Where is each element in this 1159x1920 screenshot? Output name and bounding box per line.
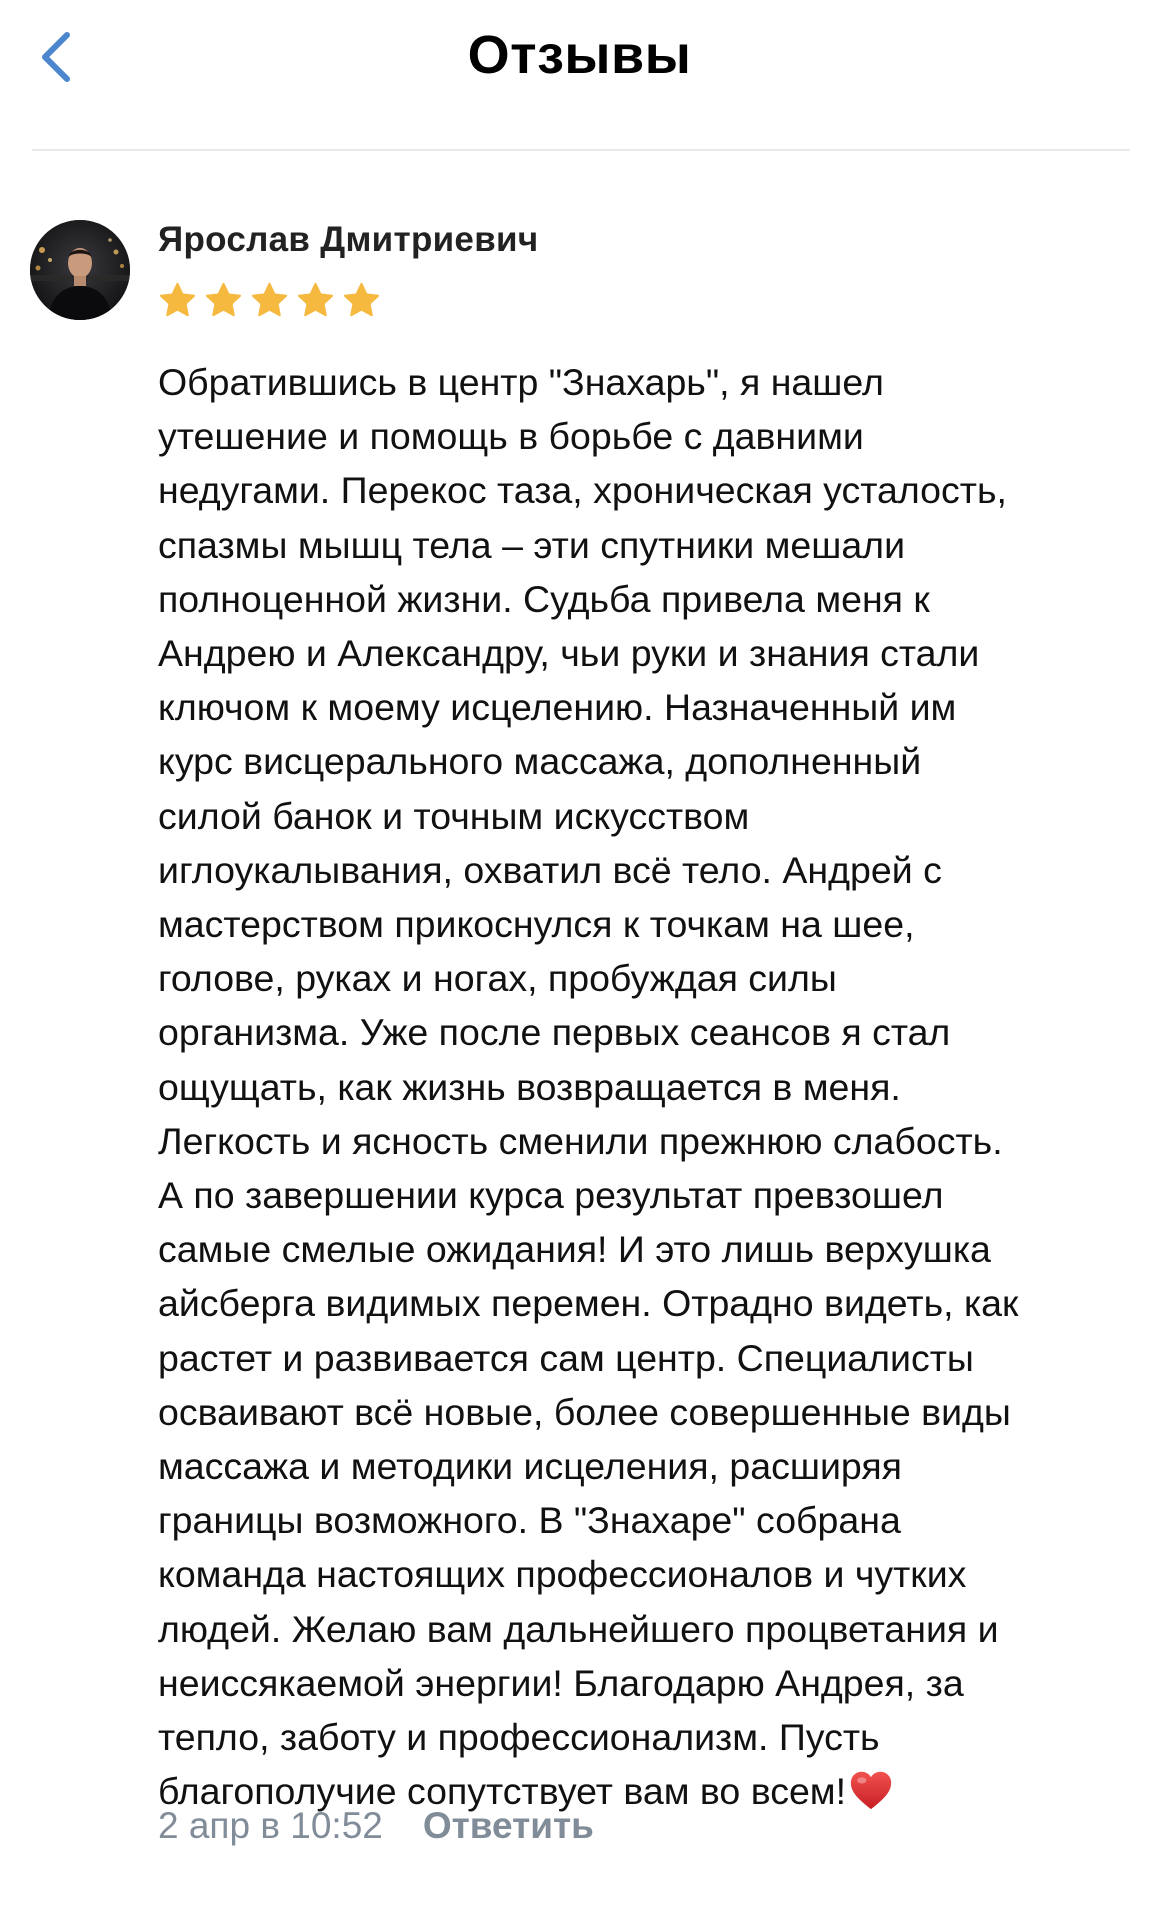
review-text-line: айсберга видимых перемен. Отрадно видеть, как (158, 1282, 1019, 1325)
review-text-line: Легкость и ясность сменили прежнюю слабость. (158, 1119, 1003, 1162)
review-text-line: силой банок и точным искусством (158, 794, 750, 837)
page-title: Отзывы (467, 25, 692, 85)
review-text-line: утешение и помощь в борьбе с давними (158, 415, 864, 458)
review-text-line: Обратившись в центр "Знахарь", я нашел (158, 361, 884, 403)
review-date: 2 апр в 10:52 (158, 1805, 383, 1846)
review-text-line: курс висцерального массажа, дополненный (158, 740, 922, 783)
review-text-line: голове, руках и ногах, пробуждая силы (158, 957, 837, 1000)
star-icon (157, 280, 198, 321)
review-text-line: спазмы мышц тела – эти спутники мешали (158, 523, 906, 566)
reply-button[interactable]: Ответить (422, 1805, 594, 1846)
author-name[interactable]: Ярослав Дмитриевич (158, 220, 539, 259)
review-text-line: Андрею и Александру, чьи руки и знания стали (158, 632, 980, 675)
star-icon (249, 280, 290, 321)
header-divider (32, 149, 1130, 151)
avatar[interactable] (30, 220, 130, 320)
review-text-line: тепло, заботу и профессионализм. Пусть (158, 1716, 880, 1759)
rating-stars (157, 280, 382, 324)
review-text-line: неиссякаемой энергии! Благодарю Андрея, за (158, 1661, 964, 1704)
review-text-line: команда настоящих профессионалов и чутких (158, 1553, 967, 1596)
review-text-line: массажа и методики исцеления, расширяя (158, 1445, 902, 1488)
review-text-line: осваивают всё новые, более совершенные виды (158, 1390, 1011, 1433)
heart-icon (848, 1768, 894, 1812)
review-text-line: полноценной жизни. Судьба привела меня к (158, 577, 930, 620)
review-text-line: организма. Уже после первых сеансов я стал (158, 1011, 951, 1054)
review-footer (158, 1805, 594, 1847)
review-text-line: границы возможного. В "Знахаре" собрана (158, 1499, 901, 1542)
star-icon (341, 280, 382, 321)
review-text-line: недугами. Перекос таза, хроническая усталость, (158, 469, 1007, 512)
star-icon (203, 280, 244, 321)
top-bar (0, 0, 1159, 150)
review-text-line: самые смелые ожидания! И это лишь верхушка (158, 1228, 991, 1271)
review-text-line: людей. Желаю вам дальнейшего процветания и (158, 1607, 999, 1650)
review-text-line: ощущать, как жизнь возвращается в меня. (158, 1065, 901, 1108)
review-text-line: иглоукалывания, охватил всё тело. Андрей с (158, 848, 942, 891)
review-text-line-content: благополучие сопутствует вам во всем! (158, 1770, 847, 1813)
review-text-line: растет и развивается сам центр. Специалисты (158, 1336, 974, 1379)
review-text-line: мастерством прикоснулся к точкам на шее, (158, 903, 915, 946)
star-icon (295, 280, 336, 321)
avatar-photo (30, 220, 130, 320)
review-text (158, 355, 1133, 1818)
review-text-line: ключом к моему исцелению. Назначенный им (158, 686, 957, 729)
review-text-line: А по завершении курса результат превзошел (158, 1174, 944, 1217)
